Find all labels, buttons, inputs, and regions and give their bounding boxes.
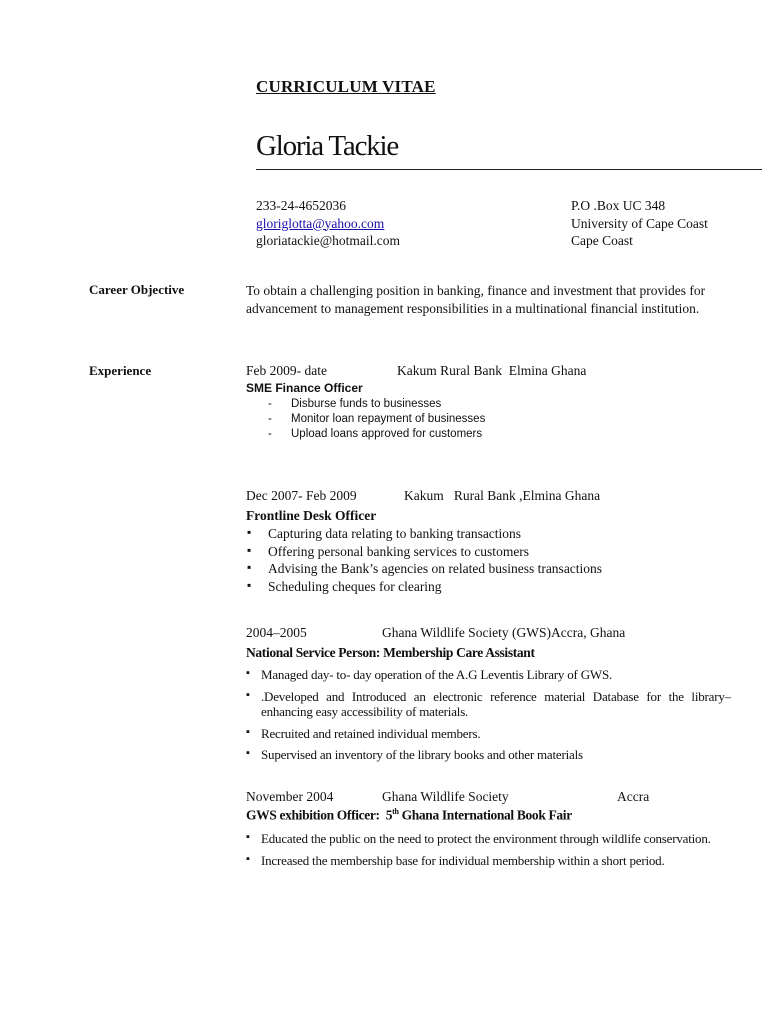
list-item: ▪ Scheduling cheques for clearing — [246, 578, 602, 596]
list-item: ▪ .Developed and Introduced an electronic reference material Database for the library– enhancing easy accessibility of materials. — [246, 689, 731, 720]
document-heading: CURRICULUM VITAE — [256, 77, 436, 96]
list-item: ▪ Recruited and retained individual members. — [246, 726, 731, 742]
contact-right — [571, 197, 708, 250]
job-1-employer: Kakum Rural Bank Elmina Ghana — [397, 363, 587, 378]
list-item: - Disburse funds to businesses — [246, 397, 485, 412]
career-objective-label: Career Objective — [89, 282, 185, 297]
list-item: ▪ Educated the public on the need to protect the environment through wildlife conservation. — [246, 831, 731, 847]
candidate-name: Gloria Tackie — [256, 130, 399, 162]
address-line-1: P.O .Box UC 348 — [571, 198, 666, 213]
list-item: ▪ Supervised an inventory of the library books and other materials — [246, 747, 731, 763]
experience-label: Experience — [89, 363, 152, 378]
address-line-2: University of Cape Coast — [571, 215, 708, 231]
job-3-employer: Ghana Wildlife Society (GWS)Accra, Ghana — [382, 625, 626, 640]
list-item: ▪ Advising the Bank’s agencies on related business transactions — [246, 560, 602, 578]
job-4-title: GWS exhibition Officer: 5th Ghana International Book Fair — [246, 807, 572, 823]
list-item: ▪ Capturing data relating to banking transactions — [246, 525, 602, 543]
list-item: - Upload loans approved for customers — [246, 427, 485, 442]
job-2-duties — [246, 525, 602, 595]
name-divider — [256, 169, 762, 170]
job-3-title: National Service Person: Membership Care Assistant — [246, 645, 535, 660]
job-4-location: Accra — [617, 789, 650, 804]
job-4-duties — [246, 831, 731, 874]
job-4-dates: November 2004 — [246, 789, 334, 804]
job-3-duties — [246, 667, 731, 769]
career-objective-text: To obtain a challenging position in banking, finance and investment that provides for advancement to management responsibilities in a multinational financial institution. — [246, 283, 706, 316]
job-1-title: SME Finance Officer — [246, 381, 363, 395]
list-item: ▪ Increased the membership base for individual membership within a short period. — [246, 853, 731, 869]
list-item: ▪ Managed day- to- day operation of the A.G Leventis Library of GWS. — [246, 667, 731, 683]
job-2-dates: Dec 2007- Feb 2009 — [246, 488, 357, 503]
job-1-duties — [246, 397, 485, 442]
job-2-title: Frontline Desk Officer — [246, 508, 377, 523]
list-item: - Monitor loan repayment of businesses — [246, 412, 485, 427]
job-3-dates: 2004–2005 — [246, 625, 307, 640]
job-2-employer: Kakum Rural Bank ,Elmina Ghana — [404, 488, 601, 503]
job-1-dates: Feb 2009- date — [246, 363, 327, 378]
phone: 233-24-4652036 — [256, 198, 346, 213]
list-item: ▪ Offering personal banking services to customers — [246, 543, 602, 561]
job-4-employer: Ghana Wildlife Society — [382, 789, 509, 804]
contact-left — [256, 197, 400, 250]
email-secondary: gloriatackie@hotmail.com — [256, 233, 401, 248]
email-link[interactable]: gloriglotta@yahoo.com — [256, 215, 385, 231]
address-line-3: Cape Coast — [571, 233, 633, 248]
